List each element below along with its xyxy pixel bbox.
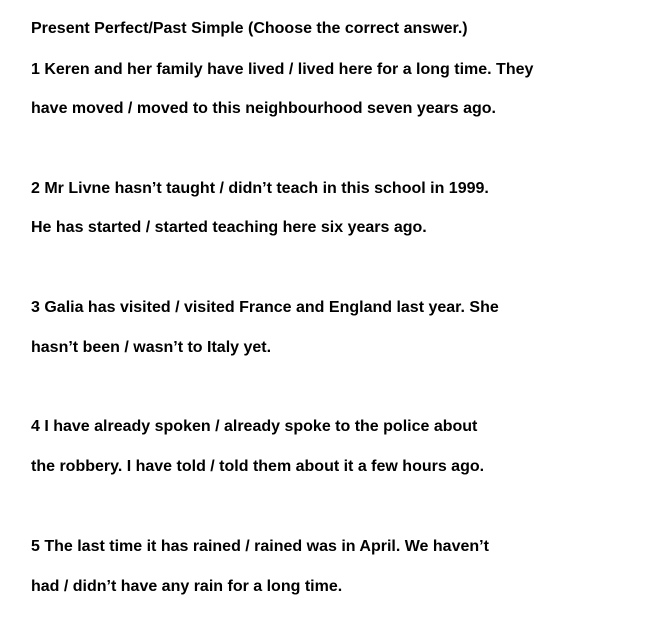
question-2-line-2: He has started / started teaching here six years ago. [31,219,427,236]
question-4-line-2: the robbery. I have told / told them about it a few hours ago. [31,458,485,475]
question-2-line-1: 2 Mr Livne hasn’t taught / didn’t teach in this school in 1999. [31,180,489,197]
worksheet-title: Present Perfect/Past Simple (Choose the correct answer.) [31,20,468,37]
question-4-line-1: 4 I have already spoken / already spoke to the police about [31,418,478,435]
question-3-line-1: 3 Galia has visited / visited France and England last year. She [31,299,499,316]
question-5-line-2: had / didn’t have any rain for a long time. [31,578,343,595]
question-3-line-2: hasn’t been / wasn’t to Italy yet. [31,339,272,356]
question-1-line-1: 1 Keren and her family have lived / lived here for a long time. They [31,61,534,78]
question-1-line-2: have moved / moved to this neighbourhood seven years ago. [31,100,496,117]
question-5-line-1: 5 The last time it has rained / rained was in April. We haven’t [31,538,489,555]
